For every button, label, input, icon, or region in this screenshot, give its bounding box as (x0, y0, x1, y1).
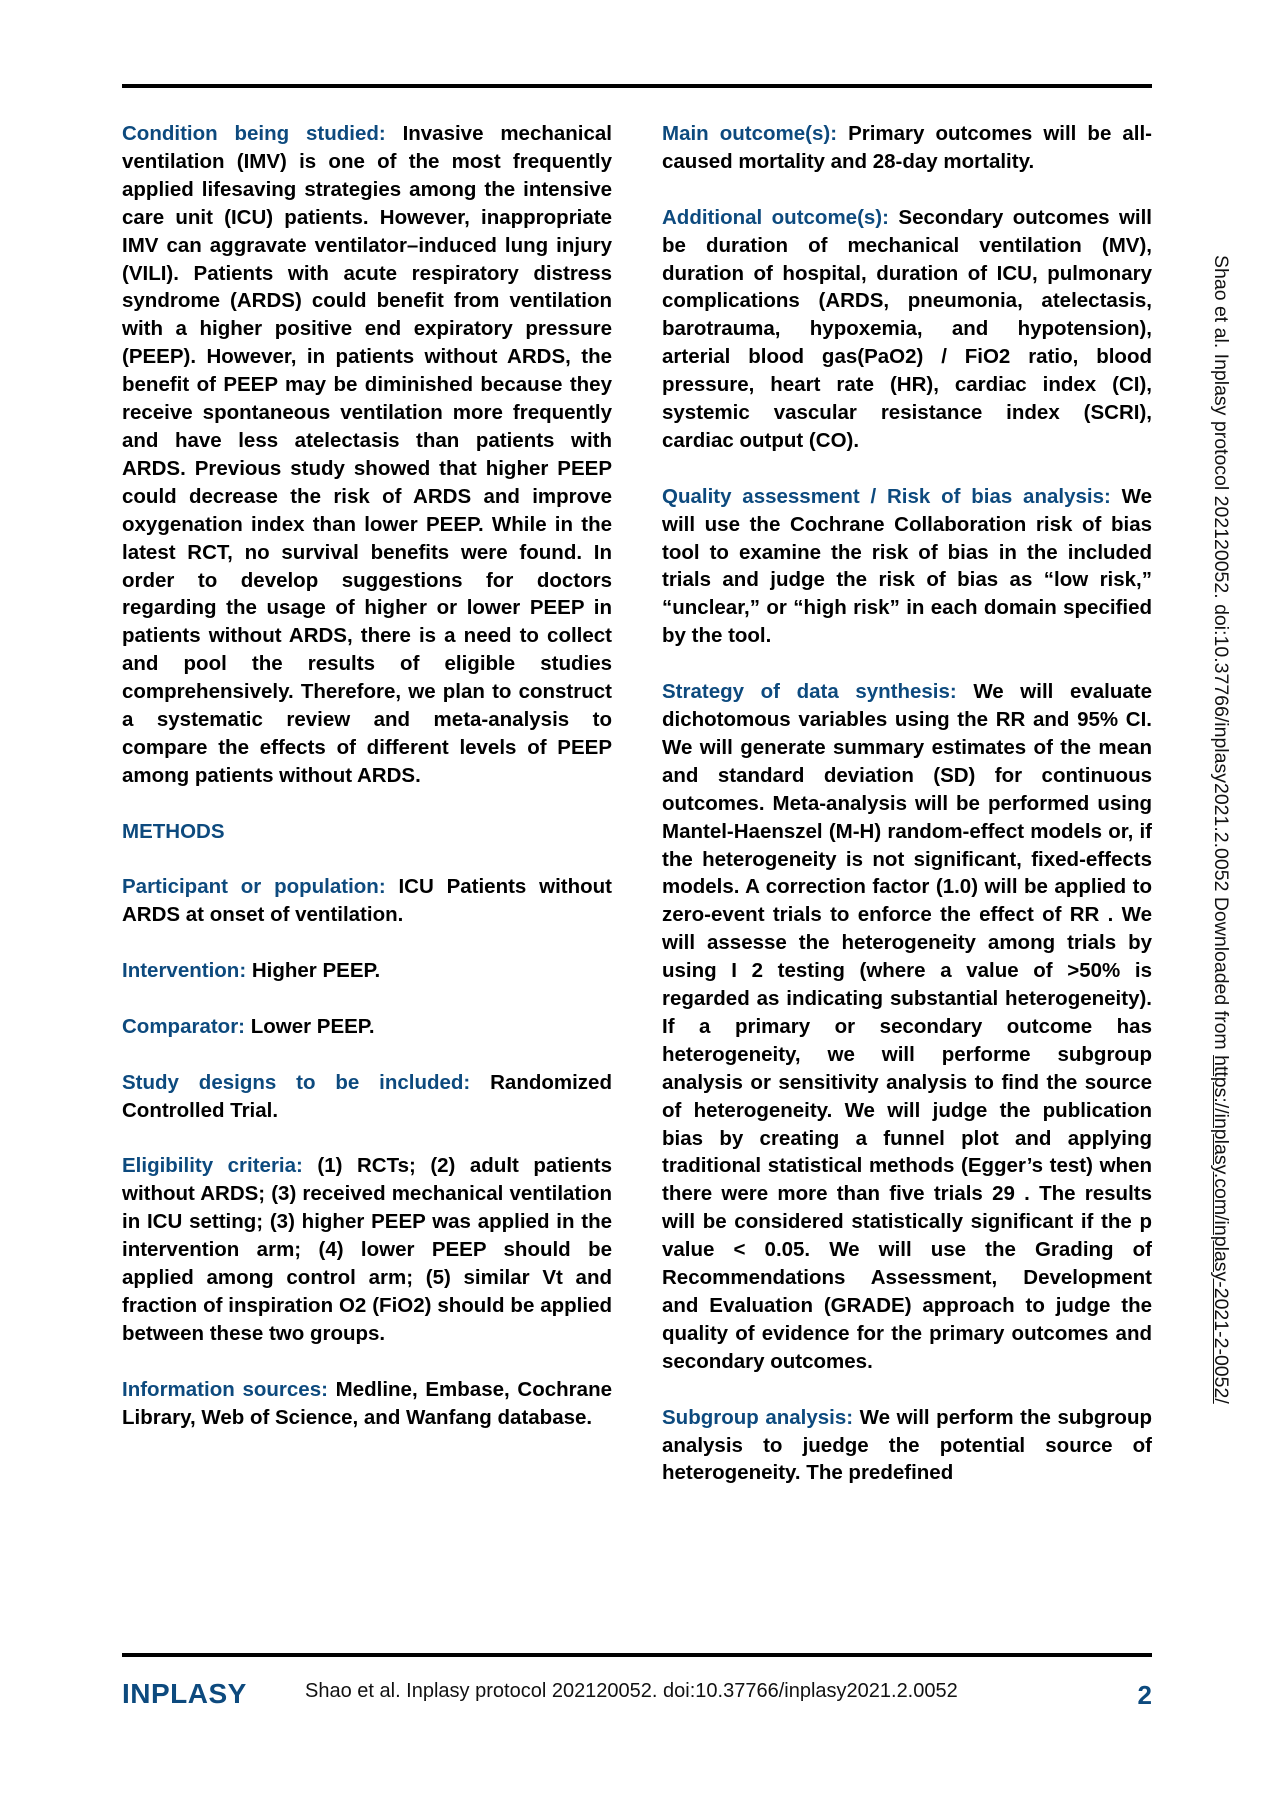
eligibility-section (122, 1152, 612, 1347)
main-outcomes-section (662, 120, 1152, 176)
main-outcomes-label: Main outcome(s): (662, 122, 838, 145)
main-outcomes-text: Primary outcomes will be all-caused mortality and 28-day mortality. (662, 122, 1152, 173)
quality-assessment-label: Quality assessment / Risk of bias analysis: (662, 484, 1111, 508)
condition-label: Condition being studied: (122, 122, 386, 145)
study-designs-label: Study designs to be included: (122, 1070, 471, 1094)
left-column (122, 120, 612, 1459)
study-designs-section (122, 1069, 612, 1125)
information-sources-section (122, 1376, 612, 1432)
intervention-text: Higher PEEP. (246, 959, 381, 983)
data-synthesis-label: Strategy of data synthesis: (662, 680, 957, 704)
information-sources-label: Information sources: (122, 1377, 328, 1401)
intervention-label: Intervention: (122, 959, 247, 983)
side-note-text: Shao et al. Inplasy protocol 202120052. doi:10.37766/inplasy2021.2.0052 Downloaded from (1210, 255, 1232, 1056)
methods-heading: METHODS (122, 819, 225, 843)
comparator-label: Comparator: (122, 1014, 246, 1038)
participant-section (122, 873, 612, 929)
participant-label: Participant or population: (122, 875, 386, 899)
condition-section (122, 120, 612, 790)
data-synthesis-section (662, 678, 1152, 1376)
subgroup-text: We will perform the subgroup analysis to juedge the potential source of heterogeneity. The predefined (662, 1405, 1152, 1485)
quality-assessment-section (662, 483, 1152, 650)
page-footer (122, 1678, 1152, 1718)
additional-outcomes-section (662, 204, 1152, 455)
bottom-rule (122, 1653, 1152, 1657)
download-link[interactable]: https://inplasy.com/inplasy-2021-2-0052/ (1210, 1055, 1232, 1404)
participant-text: ICU Patients without ARDS at onset of ventilation. (122, 875, 613, 927)
condition-text: Invasive mechanical ventilation (IMV) is one of the most frequently applied lifesaving strategies among the intensive care unit (ICU) patients. However, inappropriate IMV can aggravate ventilator–induced lung injury (VILI). Patients with acute respiratory distress syndrome (ARDS) could benefit from ventilation with a higher positive end expiratory pressure (PEEP). However, in patients without ARDS, the benefit of PEEP may be diminished because they receive spontaneous ventilation more frequently and have less atelectasis than patients with ARDS. Previous study showed that higher PEEP could decrease the risk of ARDS and improve oxygenation index than lower PEEP. While in the latest RCT, no survival benefits were found. In order to develop suggestions for doctors regarding the usage of higher or lower PEEP in patients without ARDS, there is a need to collect and pool the results of eligible studies comprehensively. Therefore, we plan to construct a systematic review and meta-analysis to compare the effects of different levels of PEEP among patients without ARDS. (122, 122, 613, 787)
comparator-section (122, 1013, 612, 1041)
additional-outcomes-label: Additional outcome(s): (662, 205, 889, 229)
data-synthesis-text: We will evaluate dichotomous variables using the RR and 95% CI. We will generate summary estimates of the mean and standard deviation (SD) for continuous outcomes. Meta-analysis will be performed using Mantel-Haenszel (M-H) random-effect models or, if the heterogeneity is not significant, fixed-effects models. A correction factor (1.0) will be applied to zero-event trials to enforce the effect of RR . We will assesse the heterogeneity among trials by using I 2 testing (where a value of >50% is regarded as indicating substantial heterogeneity). If a primary or secondary outcome has heterogeneity, we will performe subgroup analysis or sensitivity analysis to find the source of heterogeneity. We will judge the publication bias by creating a funnel plot and applying traditional statistical methods (Egger’s test) when there were more than five trials 29 . The results will be considered statistically significant if the p value < 0.05. We will use the Grading of Recommendations Assessment, Development and Evaluation (GRADE) approach to judge the quality of evidence for the primary outcomes and secondary outcomes. (662, 680, 1152, 1373)
comparator-text: Lower PEEP. (245, 1014, 375, 1038)
study-designs-text: Randomized Controlled Trial. (122, 1070, 612, 1122)
inplasy-logo: INPLASY (122, 1678, 247, 1709)
side-download-note (1209, 255, 1232, 1404)
right-column (662, 120, 1152, 1515)
eligibility-text: (1) RCTs; (2) adult patients without ARDS; (3) received mechanical ventilation in ICU setting; (3) higher PEEP was applied in the intervention arm; (4) lower PEEP should be applied among control arm; (5) similar Vt and fraction of inspiration O2 (FiO2) should be applied between these two groups. (122, 1154, 612, 1345)
eligibility-label: Eligibility criteria: (122, 1154, 303, 1178)
top-rule (122, 84, 1152, 88)
quality-assessment-text: We will use the Cochrane Collaboration risk of bias tool to examine the risk of bias in the included trials and judge the risk of bias as “low risk,” “unclear,” or “high risk” in each domain specified by the tool. (662, 484, 1152, 648)
intervention-section (122, 957, 612, 985)
subgroup-label: Subgroup analysis: (662, 1405, 854, 1429)
additional-outcomes-text: Secondary outcomes will be duration of mechanical ventilation (MV), duration of hospital, duration of ICU, pulmonary complications (ARDS, pneumonia, atelectasis, barotrauma, hypoxemia, and hypotension), arterial blood gas(PaO2) / FiO2 ratio, blood pressure, heart rate (HR), cardiac index (CI), systemic vascular resistance index (SCRI), cardiac output (CO). (662, 205, 1152, 452)
subgroup-section (662, 1404, 1152, 1488)
page-number: 2 (1137, 1680, 1152, 1710)
footer-citation: Shao et al. Inplasy protocol 202120052. doi:10.37766/inplasy2021.2.0052 (305, 1680, 958, 1702)
information-sources-text: Medline, Embase, Cochrane Library, Web of Science, and Wanfang database. (122, 1377, 612, 1429)
